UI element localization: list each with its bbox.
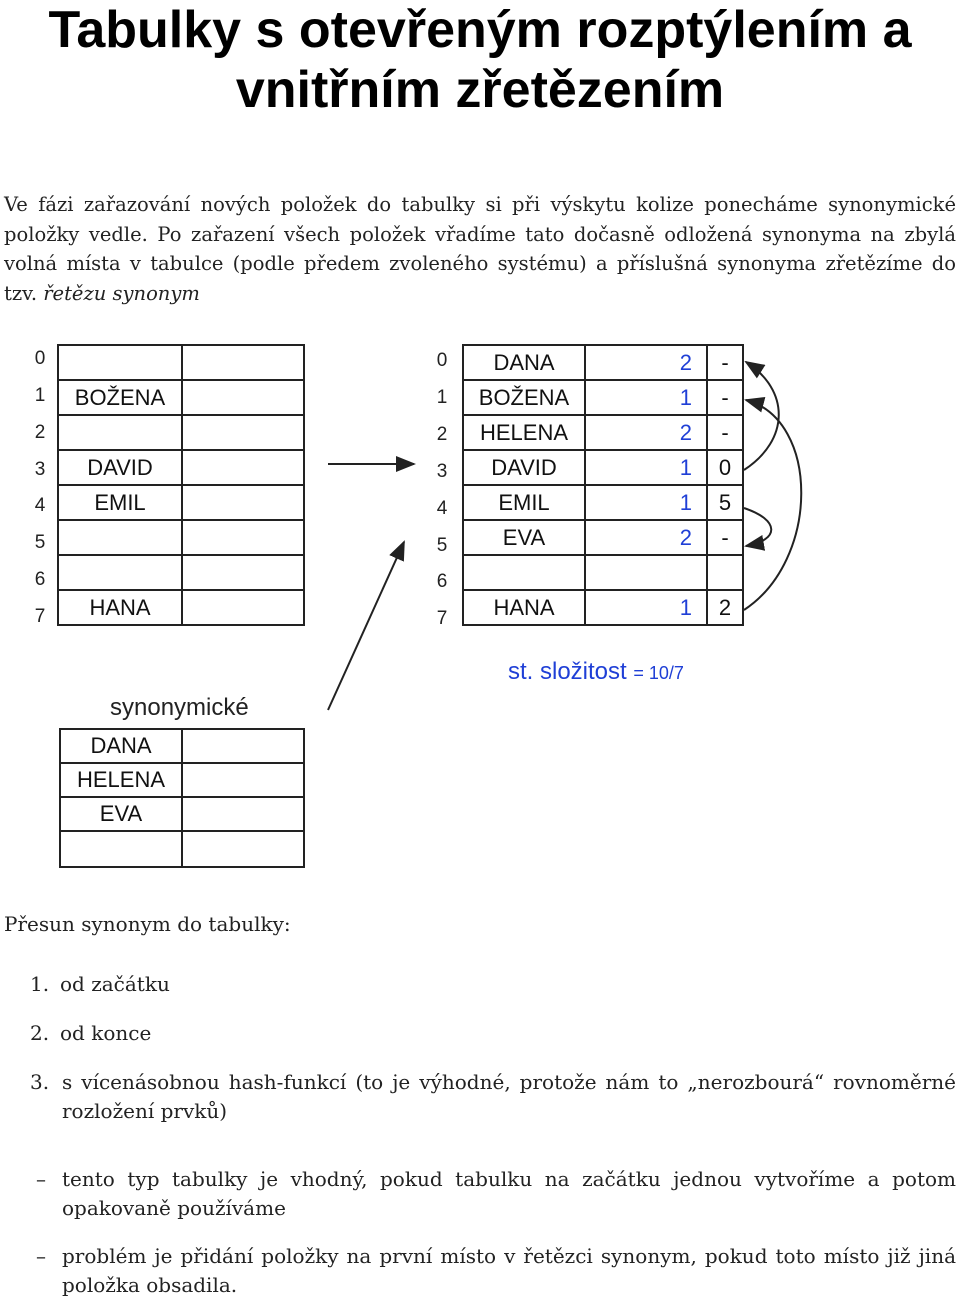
count-cell: 1	[679, 489, 692, 515]
chain-arrow-4-to-5	[744, 508, 771, 546]
left-index: 6	[34, 569, 46, 590]
right-name-cell: HANA	[463, 590, 585, 625]
count-cell: 2	[679, 524, 692, 550]
count-cell: 1	[679, 594, 692, 620]
link-cell: -	[707, 520, 743, 555]
synonyms-label: synonymické	[110, 694, 249, 721]
right-index: 0	[436, 350, 448, 371]
link-cell: -	[707, 380, 743, 415]
synonym-cell: DANA	[60, 729, 182, 763]
count-cell: 1	[679, 454, 692, 480]
note-text: problém je přidání položky na první místo v řetězci synonym, pokud toto místo již jiná položka obsadila.	[62, 1244, 956, 1297]
list-text: od začátku	[60, 972, 170, 996]
list-number: 1.	[30, 972, 50, 996]
right-name-cell: EVA	[463, 520, 585, 555]
link-cell: -	[707, 415, 743, 450]
section-heading: Přesun synonym do tabulky:	[4, 912, 291, 936]
list-item	[30, 1068, 956, 1126]
left-index: 1	[34, 385, 46, 406]
count-cell: 2	[679, 349, 692, 375]
left-index: 5	[34, 532, 46, 553]
left-index: 0	[34, 348, 46, 369]
right-name-cell: HELENA	[463, 415, 585, 450]
left-name-cell: EMIL	[58, 485, 182, 520]
link-cell: 0	[707, 450, 743, 485]
complexity-value: = 10/7	[633, 663, 684, 683]
right-name-cell: DAVID	[463, 450, 585, 485]
count-cell: 2	[679, 419, 692, 445]
right-name-cell: EMIL	[463, 485, 585, 520]
right-index: 2	[436, 424, 448, 445]
intro-italic-term: řetězu synonym	[43, 281, 200, 305]
right-index: 4	[436, 498, 448, 519]
right-index: 3	[436, 461, 448, 482]
chain-arrow-7-to-2	[744, 400, 801, 610]
left-name-cell: BOŽENA	[58, 380, 182, 415]
left-index: 4	[34, 495, 46, 516]
intro-text: Ve fázi zařazování nových položek do tabulky si při výskytu kolize ponecháme synonymické položky vedle. Po zařazení všech položek vřadíme tato dočasně odložená synonyma na zbylá volná místa v tabulce (podle předem zvoleného systému) a příslušná synonyma zřetězíme do tzv.	[4, 193, 956, 305]
synonym-cell: EVA	[60, 797, 182, 831]
left-index: 3	[34, 459, 46, 480]
list-text: od konce	[60, 1021, 152, 1045]
note-text: tento typ tabulky je vhodný, pokud tabulku na začátku jednou vytvoříme a potom opakovaně používáme	[62, 1167, 956, 1220]
right-index: 7	[436, 608, 448, 629]
right-index: 5	[436, 535, 448, 556]
synonym-cell: HELENA	[60, 763, 182, 797]
right-name-cell: DANA	[463, 345, 585, 380]
right-index: 1	[436, 387, 448, 408]
complexity-label: st. složitost	[508, 658, 627, 685]
right-index: 6	[436, 571, 448, 592]
left-name-cell: DAVID	[58, 450, 182, 485]
left-index: 2	[34, 422, 46, 443]
list-text: s vícenásobnou hash-funkcí (to je výhodné, protože nám to „nerozbourá“ rovnoměrné rozložení prvků)	[62, 1070, 956, 1123]
list-number: 3.	[30, 1070, 50, 1094]
title-line-2: vnitřním zřetězením	[235, 61, 725, 119]
list-number: 2.	[30, 1021, 50, 1045]
right-name-cell: BOŽENA	[463, 380, 585, 415]
left-name-cell: HANA	[58, 590, 182, 625]
title-line-1: Tabulky s otevřeným rozptýlením a	[48, 1, 912, 59]
link-cell: -	[707, 345, 743, 380]
link-cell: 2	[707, 590, 743, 625]
link-cell: 5	[707, 485, 743, 520]
list-item	[30, 970, 170, 999]
left-index: 7	[34, 606, 46, 627]
count-cell: 1	[679, 384, 692, 410]
arrow-from-synonyms	[328, 542, 404, 710]
list-item	[30, 1019, 151, 1048]
